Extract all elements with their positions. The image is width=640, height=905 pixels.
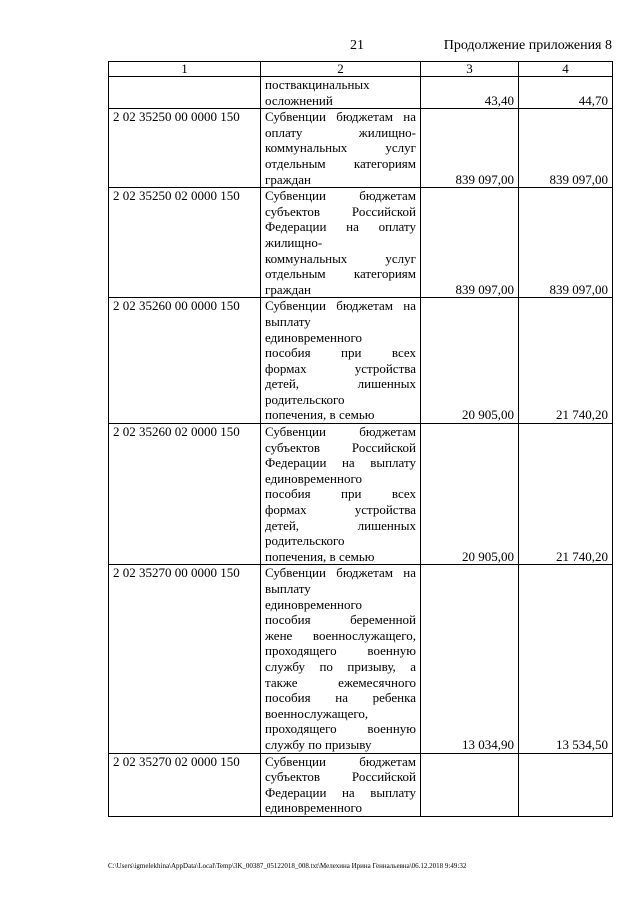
amount-col3-cell: 13 034,90 [421, 565, 519, 753]
table-row [109, 77, 613, 109]
income-name-line: граждан [265, 171, 311, 187]
income-name-line: единовременного [265, 470, 362, 486]
budget-table-body [109, 62, 613, 817]
income-name-line: выплату [265, 581, 311, 596]
income-name-line: службу по призыву [265, 736, 372, 752]
table-row [109, 188, 613, 298]
income-name-line: Федерации на оплату [265, 219, 416, 235]
column-number-4: 4 [519, 62, 613, 77]
income-name-cell [261, 298, 421, 424]
income-name-cell [261, 109, 421, 188]
budget-code-cell: 2 02 35250 00 0000 150 [109, 109, 261, 188]
table-row [109, 109, 613, 188]
income-name-line: Субвенции бюджетам на [265, 565, 416, 581]
income-name-line: пособия беременной [265, 612, 416, 628]
income-name-line: выплату [265, 313, 311, 329]
income-name-line: попечения, в семью [265, 407, 375, 423]
income-name-cell [261, 424, 421, 565]
income-name-line: пособия при всех [265, 345, 416, 361]
income-name-line: детей, лишенных [265, 376, 416, 392]
amount-col3-cell: 839 097,00 [421, 188, 519, 298]
income-name-cell [261, 565, 421, 753]
budget-code-cell: 2 02 35260 00 0000 150 [109, 298, 261, 424]
income-name-line: пособия на ребенка [265, 690, 416, 706]
column-number-3: 3 [421, 62, 519, 77]
income-name-line: единовременного [265, 800, 362, 816]
income-name-line: Федерации на выплату [265, 784, 416, 800]
income-name-line: Субвенции бюджетам на [265, 298, 416, 314]
income-name-line: осложнений [265, 92, 333, 108]
column-number-2: 2 [261, 62, 421, 77]
income-name-line: родительского [265, 391, 345, 407]
income-name-line: единовременного [265, 329, 362, 345]
amount-col4-cell: 839 097,00 [519, 188, 613, 298]
amount-col4-cell: 21 740,20 [519, 298, 613, 424]
income-name-line: проходящего военную [265, 643, 416, 659]
income-name-line: коммунальных услуг [265, 140, 416, 156]
income-name-line: службу по призыву, а [265, 658, 416, 674]
income-name-cell [261, 188, 421, 298]
income-name-line: Субвенции бюджетам [265, 424, 416, 440]
income-name-line: поствакцинальных [265, 77, 370, 92]
income-name-line: Субвенции бюджетам [265, 753, 416, 769]
income-name-cell [261, 753, 421, 816]
income-name-line: отдельным категориям [265, 266, 416, 282]
budget-code-cell: 2 02 35260 02 0000 150 [109, 424, 261, 565]
income-name-line: жилищно- [265, 234, 323, 250]
budget-code-cell: 2 02 35270 02 0000 150 [109, 753, 261, 816]
table-row [109, 565, 613, 753]
column-number-row [109, 62, 613, 77]
income-name-line: Субвенции бюджетам на [265, 109, 416, 125]
income-name-line: оплату жилищно- [265, 124, 416, 140]
income-name-line: Субвенции бюджетам [265, 188, 416, 204]
income-name-line: формах устройства [265, 502, 416, 518]
table-row [109, 298, 613, 424]
amount-col4-cell: 13 534,50 [519, 565, 613, 753]
income-name-line: военнослужащего, [265, 705, 369, 721]
income-name-line: пособия при всех [265, 486, 416, 502]
income-name-line: субъектов Российской [265, 439, 416, 455]
amount-col3-cell: 20 905,00 [421, 424, 519, 565]
income-name-line: жене военнослужащего, [265, 627, 416, 643]
income-name-line: граждан [265, 281, 311, 297]
income-name-line: коммунальных услуг [265, 250, 416, 266]
table-row [109, 753, 613, 816]
income-name-line: также ежемесячного [265, 674, 416, 690]
amount-col3-cell [421, 753, 519, 816]
budget-code-cell: 2 02 35270 00 0000 150 [109, 565, 261, 753]
amount-col3-cell: 43,40 [421, 77, 519, 109]
amount-col4-cell: 21 740,20 [519, 424, 613, 565]
column-number-1: 1 [109, 62, 261, 77]
income-name-cell [261, 77, 421, 109]
income-name-line: проходящего военную [265, 721, 416, 737]
footer-file-path: C:\Users\igmelekhina\AppData\Local\Temp\3K_00387_05122018_008.txt\Мелехина Ирина Геннальевна\06.12.2018 9:49:32 [108, 862, 467, 870]
income-name-line: единовременного [265, 596, 362, 612]
page-number: 21 [350, 38, 364, 53]
amount-col3-cell: 839 097,00 [421, 109, 519, 188]
budget-table [108, 61, 613, 817]
amount-col4-cell: 44,70 [519, 77, 613, 109]
income-name-line: родительского [265, 533, 345, 549]
income-name-line: субъектов Российской [265, 203, 416, 219]
income-name-line: детей, лишенных [265, 517, 416, 533]
income-name-line: формах устройства [265, 360, 416, 376]
income-name-line: субъектов Российской [265, 769, 416, 785]
income-name-line: попечения, в семью [265, 548, 375, 564]
income-name-line: Федерации на выплату [265, 455, 416, 471]
income-name-line: отдельным категориям [265, 155, 416, 171]
amount-col3-cell: 20 905,00 [421, 298, 519, 424]
amount-col4-cell: 839 097,00 [519, 109, 613, 188]
budget-code-cell: 2 02 35250 02 0000 150 [109, 188, 261, 298]
amount-col4-cell [519, 753, 613, 816]
table-row [109, 424, 613, 565]
budget-code-cell [109, 77, 261, 109]
appendix-continuation-note: Продолжение приложения 8 [443, 38, 612, 53]
